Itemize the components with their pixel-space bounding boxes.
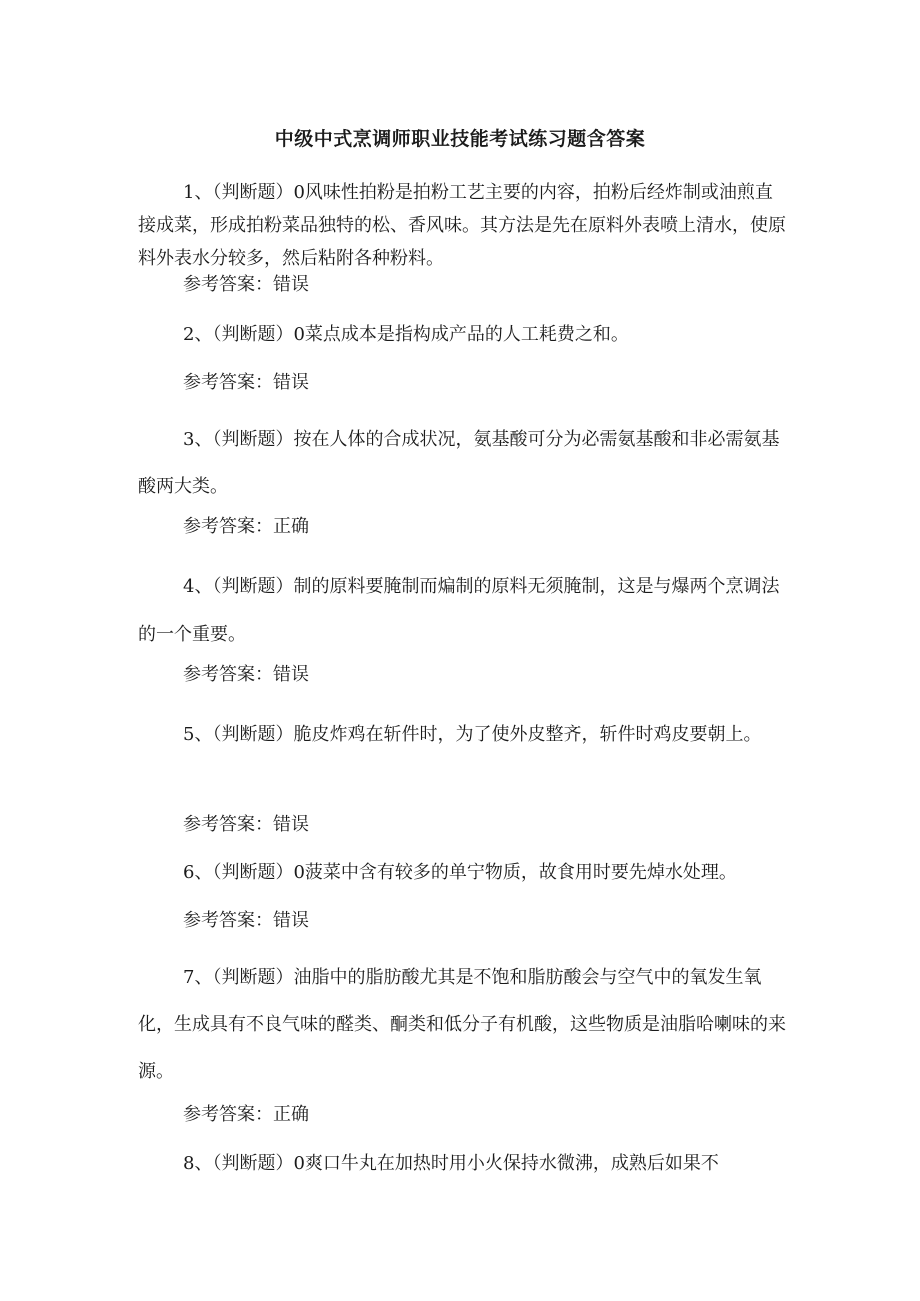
answer-value: 错误 [273,664,309,685]
question-8-text: 8、（判断题）0爽口牛丸在加热时用小火保持水微沸，成熟后如果不 [183,1153,719,1174]
answer-label: 参考答案： [183,910,273,931]
answer-5 [183,810,309,836]
question-1-text: 1、（判断题）0风味性拍粉是拍粉工艺主要的内容，拍粉后经炸制或油煎直接成菜，形成拍粉菜品独特的松、香风味。其方法是先在原料外表喷上清水，使原料外表水分较多，然后粘附各种粉料。 [138,182,786,269]
answer-1 [183,270,309,296]
answer-value: 错误 [273,910,309,931]
question-2-text: 2、（判断题）0菜点成本是指构成产品的人工耗费之和。 [183,324,629,345]
answer-4 [183,660,309,686]
answer-2 [183,368,309,394]
question-3-text: 3、（判断题）按在人体的合成状况，氨基酸可分为必需氨基酸和非必需氨基酸两大类。 [138,429,780,497]
answer-value: 正确 [273,1104,309,1125]
question-5-text: 5、（判断题）脆皮炸鸡在斩件时，为了使外皮整齐，斩件时鸡皮要朝上。 [183,724,762,745]
answer-value: 错误 [273,274,309,295]
question-7-text: 7、（判断题）油脂中的脂肪酸尤其是不饱和脂肪酸会与空气中的氧发生氧化，生成具有不良气味的醛类、酮类和低分子有机酸，这些物质是油脂哈喇味的来源。 [138,967,786,1082]
answer-6 [183,906,309,932]
question-6-text: 6、（判断题）0菠菜中含有较多的单宁物质，故食用时要先焯水处理。 [183,862,737,883]
answer-label: 参考答案： [183,814,273,835]
answer-3 [183,512,309,538]
answer-value: 错误 [273,372,309,393]
answer-value: 错误 [273,814,309,835]
answer-label: 参考答案： [183,664,273,685]
answer-label: 参考答案： [183,1104,273,1125]
answer-label: 参考答案： [183,372,273,393]
answer-label: 参考答案： [183,274,273,295]
answer-7 [183,1100,309,1126]
answer-label: 参考答案： [183,516,273,537]
answer-value: 正确 [273,516,309,537]
document-title: 中级中式烹调师职业技能考试练习题含答案 [274,128,646,150]
question-4-text: 4、（判断题）制的原料要腌制而煸制的原料无须腌制，这是与爆两个烹调法的一个重要。 [138,576,780,645]
